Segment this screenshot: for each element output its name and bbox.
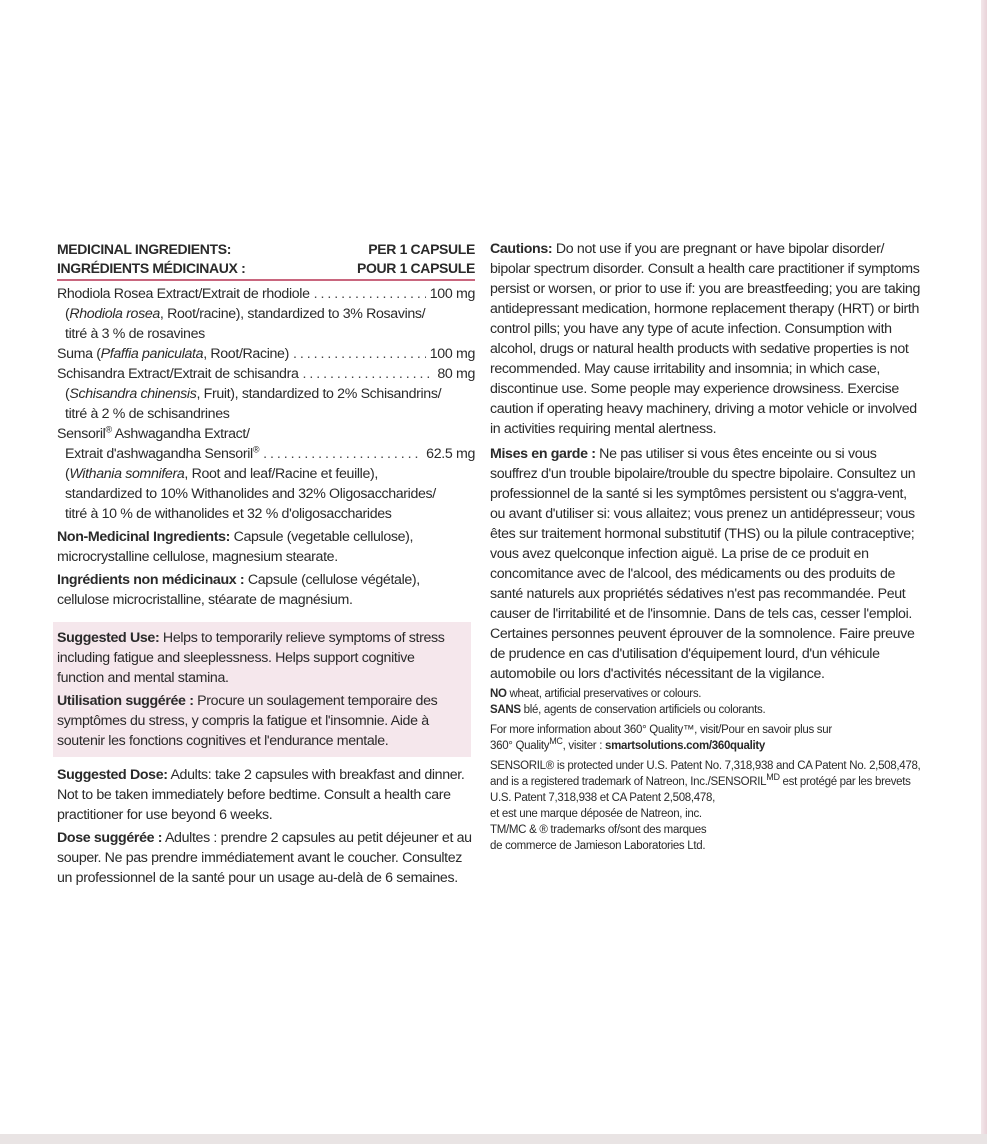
suggested-use-en: Suggested Use: Helps to temporarily relieve symptoms of stress including fatigue and sleeplessness. Helps support cognitive function and mental stamina.: [57, 630, 445, 686]
quality-info: [490, 722, 924, 754]
ingredient-detail: standardized to 10% Withanolides and 32% Oligosaccharides/: [65, 486, 436, 502]
ingredient-detail: titré à 2 % de schisandrines: [65, 406, 230, 422]
header-divider: [57, 279, 475, 281]
ingredients-header-row-1: [57, 240, 475, 259]
quality-info-line2: 360° Quality$^{MC}$, visiter : smartsolutions.com/360quality: [490, 736, 766, 752]
ingredient-amount: 100 mg: [429, 286, 475, 302]
ingredient-amount: 80 mg: [437, 366, 475, 382]
ingredient-rhodiola: [57, 284, 475, 304]
right-edge-strip: [981, 0, 987, 1144]
free-of-section: [490, 686, 924, 718]
ingredient-suma: [57, 344, 475, 364]
suggested-use-box: [53, 622, 471, 757]
non-medicinal-fr: Ingrédients non médicinaux : Capsule (cellulose végétale), cellulose microcristalline, stéarate de magnésium.: [57, 572, 420, 608]
patent-notice: SENSORIL® is protected under U.S. Patent No. 7,318,938 and CA Patent No. 2,508,478, and is a registered trademark of Natreon, $Inc./SENSORIL^{MD}$ est protégé par les brevets U.S. Patent 7,318,938 et CA Patent 2,508,478, et est une marque déposée de Natreon, inc. TM/MC & ® trademarks of/sont des marques de commerce de Jamieson Laboratories Ltd.: [490, 760, 921, 852]
latin-name: Pfaffia paniculata: [100, 346, 204, 362]
latin-name: Rhodiola rosea: [69, 306, 160, 322]
ingredient-detail: (Withania somnifera, Root and leaf/Racine et feuille),: [65, 466, 378, 482]
left-column: [57, 240, 475, 888]
per-capsule-heading: PER 1 CAPSULE: [368, 241, 475, 257]
bottom-band: [0, 1134, 987, 1144]
medicinal-ingredients-heading-fr: INGRÉDIENTS MÉDICINAUX :: [57, 260, 246, 276]
suggested-dose-en: Suggested Dose: Adults: take 2 capsules with breakfast and dinner. Not to be taken immediately before bedtime. Consult a health care practitioner for use beyond 6 weeks.: [57, 767, 465, 823]
ingredient-name: Extrait d'ashwagandha Sensoril®: [65, 444, 260, 462]
cautions-fr: Mises en garde : Ne pas utiliser si vous êtes enceinte ou si vous souffrez d'un trouble bipolaire/trouble du spectre bipolaire. Consultez un professionnel de la santé si les symptômes persistent ou s'aggra-vent, ou avant d'utiliser si: vous allaitez; vous prenez un antidépresseur; vous êtes sur traitement hormonal substitutif (THS) ou la pilule contraceptive; vous avez quelconque infection aiguë. La prise de ce produit en concomitance avec de l'alcool, des médicaments ou des produits de santé naturels aux propriétés sédatives n'est pas recommandée. Peut causer de l'irritabilité et de l'insomnie. Dans de tels cas, cesser l'emploi. Certaines personnes peuvent éprouver de la somnolence. Faire preuve de prudence en cas d'utilisation d'équipement lourd, d'un véhicule automobile ou lors d'activités nécessitant de la vigilance.: [490, 446, 916, 682]
ingredient-name: Suma (Pfaffia paniculata, Root/Racine): [57, 346, 289, 362]
ingredient-ashwagandha: [57, 444, 475, 464]
per-capsule-heading-fr: POUR 1 CAPSULE: [356, 260, 475, 276]
ingredient-detail: titré à 3 % de rosavines: [65, 326, 205, 342]
latin-name: Schisandra chinensis: [69, 386, 197, 402]
ingredient-detail: (Schisandra chinensis, Fruit), standardized to 2% Schisandrins/: [65, 386, 442, 402]
free-of-en: NO wheat, artificial preservatives or colours.: [490, 688, 702, 700]
ingredient-amount: 62.5 mg: [426, 446, 475, 462]
free-of-fr: SANS blé, agents de conservation artificiels ou colorants.: [490, 704, 766, 716]
right-column: [490, 239, 924, 854]
ingredients-header-row-2: [57, 259, 475, 278]
suggested-use-fr: Utilisation suggérée : Procure un soulagement temporaire des symptômes du stress, y compris la fatigue et l'insomnie. Aide à soutenir les fonctions cognitives et l'endurance mentale.: [57, 693, 438, 749]
ingredient-ashwagandha-title: Sensoril® Ashwagandha Extract/: [57, 424, 250, 442]
ingredient-detail: (Rhodiola rosea, Root/racine), standardized to 3% Rosavins/: [65, 306, 426, 322]
ingredient-schisandra: [57, 364, 475, 384]
cautions-en: Cautions: Do not use if you are pregnant or have bipolar disorder/ bipolar spectrum disorder. Consult a health care practitioner if symptoms persist or worsen, or prior to use if: you are breastfeeding; you are taking antidepressant medication, hormone replacement therapy (HRT) or birth control pills; you have any type of acute infection. Consumption with alcohol, drugs or natural health products with sedative properties is not recommended. May cause irritability and insomnia; in which case, discontinue use. Some people may experience drowsiness. Exercise caution if operating heavy machinery, driving a motor vehicle or involved in activities requiring mental alertness.: [490, 241, 920, 437]
ingredient-detail: titré à 10 % de withanolides et 32 % d'oligosaccharides: [65, 506, 392, 522]
non-medicinal-en: Non-Medicinal Ingredients: Capsule (vegetable cellulose), microcrystalline cellulose, magnesium stearate.: [57, 529, 414, 565]
ingredient-name: Schisandra Extract/Extrait de schisandra: [57, 366, 299, 382]
medicinal-ingredients-heading: MEDICINAL INGREDIENTS:: [57, 241, 232, 257]
quality-url: smartsolutions.com/360quality: [605, 740, 766, 752]
ingredient-name: Rhodiola Rosea Extract/Extrait de rhodiole: [57, 286, 310, 302]
latin-name: Withania somnifera: [69, 466, 185, 482]
leader-dots: [314, 284, 426, 304]
suggested-dose-fr: Dose suggérée : Adultes : prendre 2 capsules au petit déjeuner et au souper. Ne pas prendre immédiatement avant le coucher. Consultez un professionnel de la santé pour un usage au-delà de 6 semaines.: [57, 830, 472, 886]
leader-dots: [263, 444, 422, 464]
ingredient-amount: 100 mg: [429, 346, 475, 362]
leader-dots: [293, 344, 426, 364]
quality-info-line1: For more information about 360° Quality™, visit/Pour en savoir plus sur: [490, 724, 832, 736]
leader-dots: [303, 364, 434, 384]
